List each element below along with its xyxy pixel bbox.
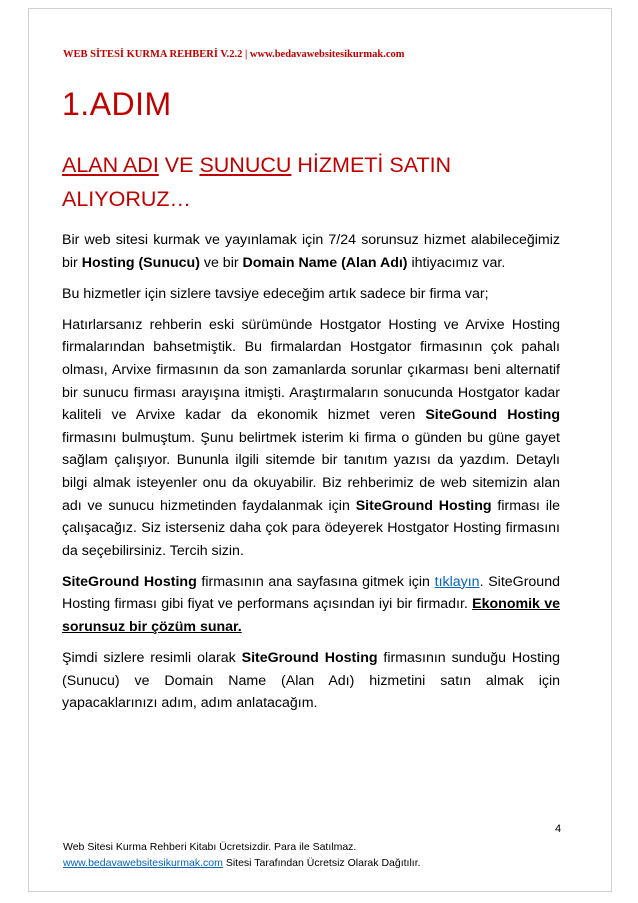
paragraph-4 [62,571,560,639]
running-header [63,49,405,60]
p1-text: Bir web sitesi kurmak ve yayınlamak için 7/24 sorunsuz hizmet alabileceğimiz bir [62,232,560,271]
footer-line-2-text: Sitesi Tarafından Ücretsiz Olarak Dağıtılır. [222,857,421,869]
p3-sitegound: SiteGound Hosting [425,407,560,424]
p3-text-2: firmasını bulmuştum. Şunu belirtmek isterim ki firma o günden bu güne gayet sağlam çalışıyor. Bununla ilgili sitemde bir tanıtım yazısı da yazdım. Detaylı bilgi almak isteyenler onu da okuyabilir. Biz rehberimiz de web sitemizin alan adı ve sunucu hizmetinden faydalanmak için [62,429,560,514]
p3-text-3: firması ile çalışacağız. Siz isterseniz daha çok para ödeyerek Hostgator Hosting firmasını da seçebilirsiniz. Tercih sizin. [62,497,560,559]
subheading-server: SUNUCU [199,153,292,177]
paragraph-1 [62,229,560,274]
paragraph-5 [62,647,560,715]
p5-text-2: firmasının sunduğu Hosting (Sunucu) ve Domain Name (Alan Adı) hizmetini satın almak için yapacaklarınızı adım, adım anlatacağım. [62,650,560,712]
footer-line-2 [63,855,421,871]
footer-line-1: Web Sitesi Kurma Rehberi Kitabı Ücretsizdir. Para ile Satılmaz. [63,841,357,853]
page-number: 4 [555,823,562,835]
header-site-link[interactable]: www.bedavawebsitesikurmak.com [249,49,405,60]
click-here-link[interactable]: tıklayın [434,573,480,590]
paragraph-3 [62,314,560,563]
subheading-rest: HİZMETİ SATIN ALIYORUZ… [62,153,452,211]
p4-highlight: Ekonomik ve sorunsuz bir çözüm sunar. [62,596,560,635]
p4-text: firmasının ana sayfasına gitmek için [196,573,435,590]
section-subheading [62,148,562,216]
paragraph-2: Bu hizmetler için sizlere tavsiye edeceğim artık sadece bir firma var; [62,285,489,302]
p1-domain: Domain Name (Alan Adı) [242,254,408,271]
p1-hosting: Hosting (Sunucu) [81,254,200,271]
p3-text: Hatırlarsanız rehberin eski sürümünde Hostgator Hosting ve Arvixe Hosting firmalarından bahsetmiştik. Bu firmalardan Hostgator firmasının çok pahalı olması, Arvixe firmasının da son zamanlarda sorunlar çıkarması beni alternatif bir sunucu firması arayışına itmişti. Araştırmaların sonucunda Hostgator kadar kaliteli ve Arvixe kadar da ekonomik hizmet veren [62,316,560,424]
subheading-and: VE [158,153,200,177]
p5-text: Şimdi sizlere resimli olarak [62,650,242,667]
p4-text-2: . SiteGround Hosting firması gibi fiyat ve performans açısından iyi bir firmadır. [62,573,560,613]
p1-text-2: ve bir [199,254,243,271]
p5-siteground: SiteGround Hosting [241,650,378,667]
p4-siteground: SiteGround Hosting [62,573,197,590]
page-footer [63,839,421,871]
p1-text-3: ihtiyacımız var. [407,254,506,271]
footer-site-link[interactable]: www.bedavawebsitesikurmak.com [63,857,223,869]
p3-siteground: SiteGround Hosting [355,497,492,514]
step-heading: 1.ADIM [62,86,172,122]
body-text [62,229,560,723]
subheading-domain: ALAN ADI [62,153,159,177]
header-text: WEB SİTESİ KURMA REHBERİ V.2.2 | [63,49,250,60]
